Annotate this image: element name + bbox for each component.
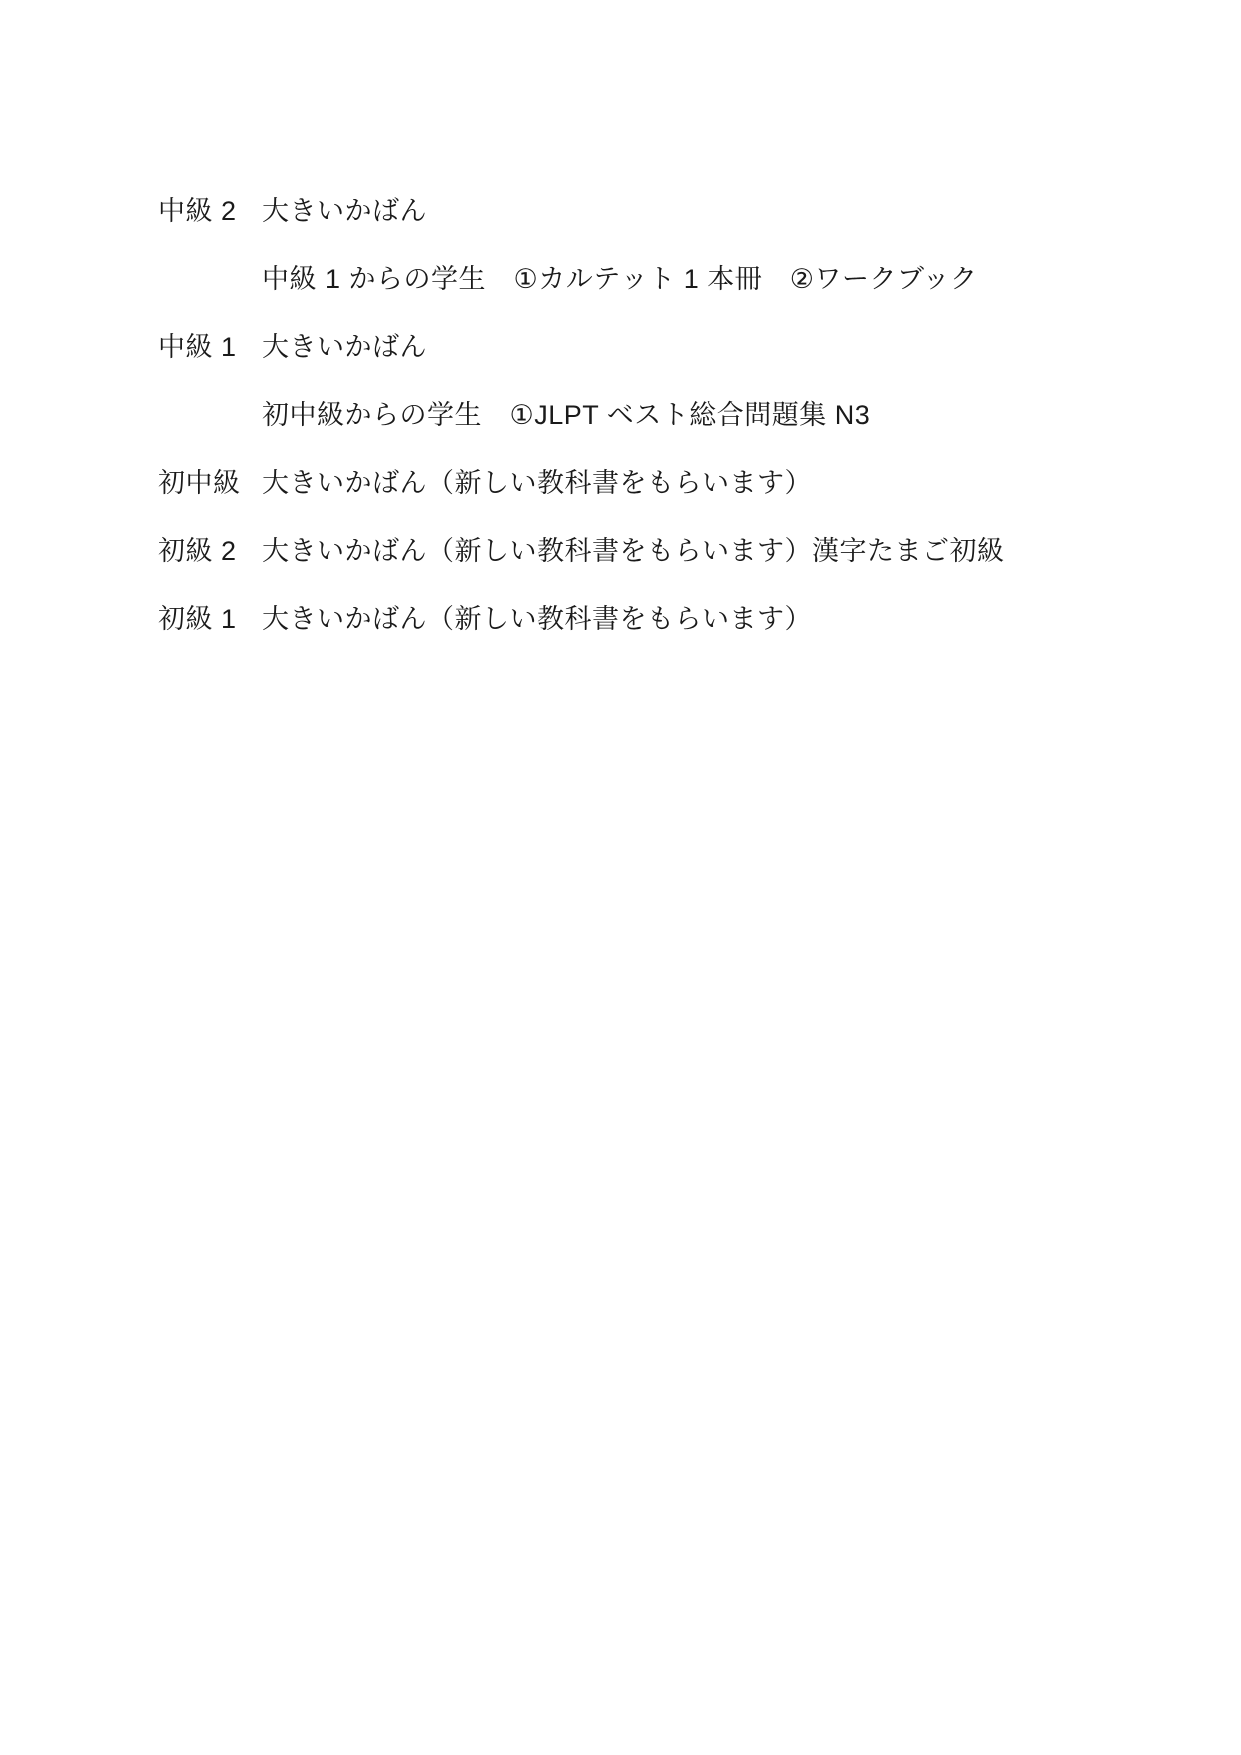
note-text: 中級 1 からの学生 ①カルテット 1 本冊 ②ワークブック: [262, 264, 978, 294]
document-content: [158, 196, 1181, 672]
note-line: [262, 264, 1181, 294]
level-description: 大きいかばん（新しい教科書をもらいます）: [262, 468, 812, 498]
note-line: [262, 400, 1181, 430]
document-line: [158, 536, 1181, 566]
level-label: 中級 1: [158, 332, 237, 362]
level-label: 初中級: [158, 468, 241, 498]
level-label: 初級 2: [158, 536, 237, 566]
level-description: 大きいかばん: [262, 196, 427, 226]
document-line: [158, 468, 1181, 498]
level-label: 初級 1: [158, 604, 237, 634]
level-description: 大きいかばん（新しい教科書をもらいます）漢字たまご初級: [262, 536, 1005, 566]
document-line: [158, 196, 1181, 226]
level-description: 大きいかばん: [262, 332, 427, 362]
document-line: [158, 604, 1181, 634]
level-description: 大きいかばん（新しい教科書をもらいます）: [262, 604, 812, 634]
note-text: 初中級からの学生 ①JLPT ベスト総合問題集 N3: [262, 400, 871, 430]
level-label: 中級 2: [158, 196, 237, 226]
document-line: [158, 332, 1181, 362]
